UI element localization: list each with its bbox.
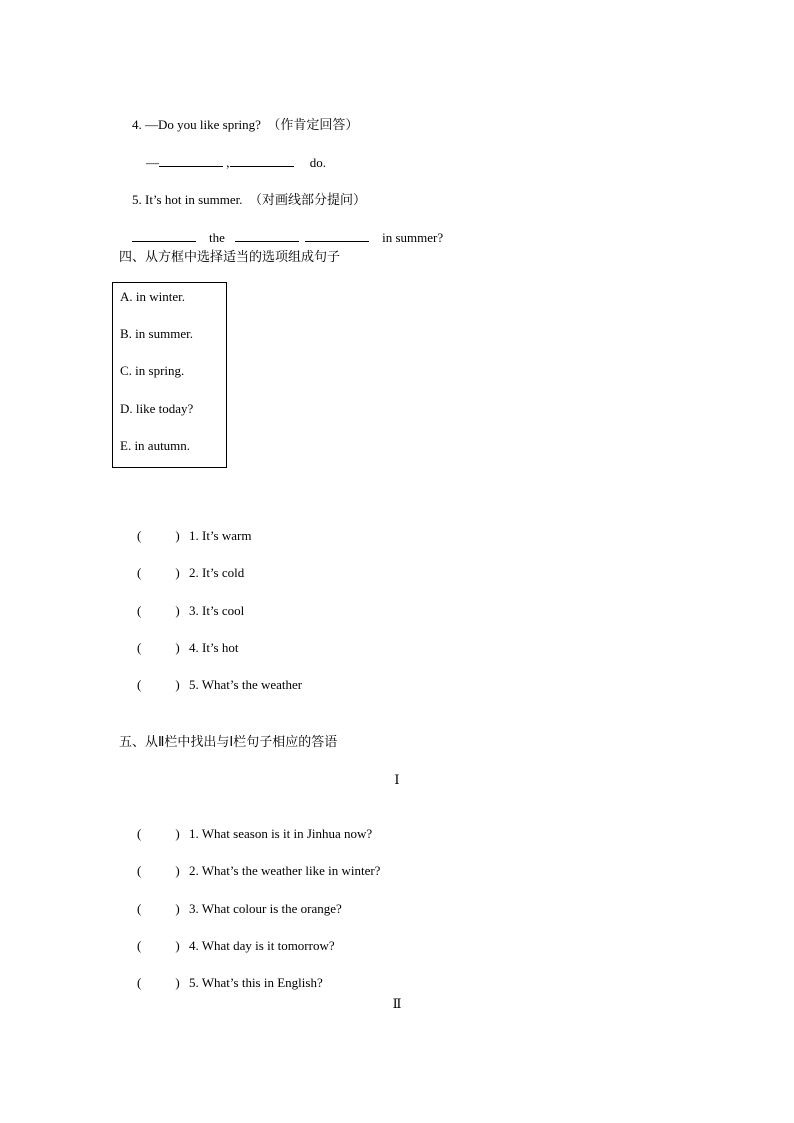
answer-bracket[interactable]: ( ) — [137, 975, 180, 990]
answer-4-dash: — — [146, 155, 159, 170]
answer-bracket[interactable]: ( ) — [137, 826, 180, 841]
s5-item-text: 5. What’s this in English? — [189, 975, 323, 990]
answer-5-blank-1[interactable] — [132, 229, 196, 242]
answer-bracket[interactable]: ( ) — [137, 938, 180, 953]
option-d: D. like today? — [120, 401, 194, 416]
option-a: A. in winter. — [120, 289, 185, 304]
answer-4-blank-2[interactable] — [230, 154, 294, 167]
answer-4-comma: , — [226, 155, 230, 170]
question-5-prompt: 5. It’s hot in summer. — [132, 192, 243, 207]
question-5-hint: （对画线部分提问） — [249, 193, 367, 208]
s5-item-text: 2. What’s the weather like in winter? — [189, 863, 381, 878]
answer-bracket[interactable]: ( ) — [137, 603, 180, 618]
s4-item-text: 1. It’s warm — [189, 528, 252, 543]
answer-bracket[interactable]: ( ) — [137, 528, 180, 543]
answer-5-blank-2[interactable] — [235, 229, 299, 242]
answer-5-end: in summer? — [382, 230, 444, 245]
column-2-label: Ⅱ — [392, 996, 402, 1011]
s4-item-text: 4. It’s hot — [189, 640, 239, 655]
answer-4-suffix: do. — [309, 155, 326, 170]
s5-item-text: 1. What season is it in Jinhua now? — [189, 826, 373, 841]
answer-bracket[interactable]: ( ) — [137, 677, 180, 692]
answer-5-blank-3[interactable] — [305, 229, 369, 242]
s5-item-text: 3. What colour is the orange? — [189, 901, 342, 916]
s4-item-text: 2. It’s cold — [189, 565, 245, 580]
answer-5-the: the — [209, 230, 225, 245]
option-b: B. in summer. — [120, 326, 193, 341]
s4-item-text: 3. It’s cool — [189, 603, 245, 618]
answer-bracket[interactable]: ( ) — [137, 901, 180, 916]
s4-item-text: 5. What’s the weather — [189, 677, 303, 692]
option-c: C. in spring. — [120, 363, 185, 378]
question-4-prompt: 4. —Do you like spring? — [132, 117, 261, 132]
column-1-label: Ⅰ — [394, 772, 400, 787]
s5-item-text: 4. What day is it tomorrow? — [189, 938, 335, 953]
answer-bracket[interactable]: ( ) — [137, 863, 180, 878]
s4-item-5 — [124, 661, 302, 709]
answer-bracket[interactable]: ( ) — [137, 640, 180, 655]
option-e: E. in autumn. — [120, 438, 191, 453]
answer-4-blank-1[interactable] — [159, 154, 223, 167]
section-5-heading: 五、从Ⅱ栏中找出与Ⅰ栏句子相应的答语 — [119, 735, 338, 750]
question-4-hint: （作肯定回答） — [267, 118, 359, 133]
options-box — [112, 282, 227, 468]
section-4-heading: 四、从方框中选择适当的选项组成句子 — [119, 250, 341, 265]
answer-bracket[interactable]: ( ) — [137, 565, 180, 580]
